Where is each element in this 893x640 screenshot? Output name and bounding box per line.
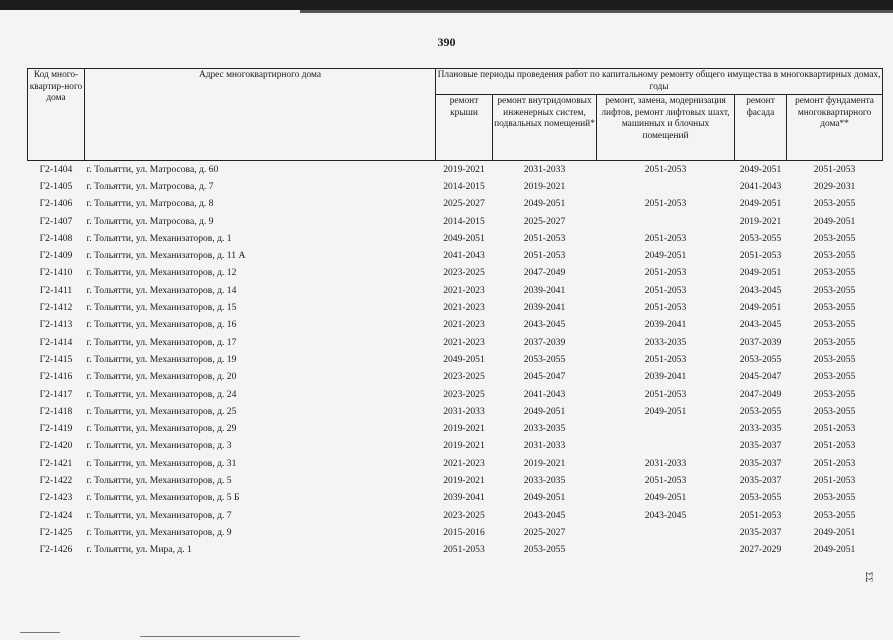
row-roof: 2014-2015 xyxy=(443,180,485,192)
row-roof: 2019-2021 xyxy=(443,163,485,175)
row-elevators: 2039-2041 xyxy=(644,319,687,331)
row-code: Г2-1423 xyxy=(39,492,73,504)
row-elevators: 2051-2053 xyxy=(644,474,687,486)
row-code: Г2-1412 xyxy=(39,302,73,314)
row-address: г. Тольятти, ул. Механизаторов, д. 16 xyxy=(86,319,237,331)
row-roof: 2019-2021 xyxy=(443,440,485,452)
row-facade: 2037-2039 xyxy=(739,336,782,348)
row-address: г. Тольятти, ул. Механизаторов, д. 14 xyxy=(86,284,237,296)
row-address: г. Тольятти, ул. Мира, д. 1 xyxy=(86,544,192,556)
row-facade: 2035-2037 xyxy=(739,474,782,486)
row-code: Г2-1416 xyxy=(39,371,73,383)
row-facade: 2049-2051 xyxy=(739,163,782,175)
row-foundation: 2053-2055 xyxy=(813,388,856,400)
table-row xyxy=(28,178,883,195)
table-row xyxy=(28,455,883,472)
table-row xyxy=(28,265,883,282)
table-row xyxy=(28,351,883,368)
row-address: г. Тольятти, ул. Матросова, д. 60 xyxy=(86,163,219,175)
row-utilities: 2025-2027 xyxy=(523,215,566,227)
row-foundation: 2029-2031 xyxy=(813,180,856,192)
row-foundation: 2053-2055 xyxy=(813,492,856,504)
row-utilities: 2049-2051 xyxy=(523,198,566,210)
row-utilities: 2033-2035 xyxy=(523,474,566,486)
row-roof: 2039-2041 xyxy=(443,492,485,504)
row-foundation: 2051-2053 xyxy=(813,163,856,175)
header-periods: Плановые периоды проведения работ по капитальному ремонту общего имущества в многоквартирных домах, годы xyxy=(436,69,883,95)
row-foundation: 2051-2053 xyxy=(813,440,856,452)
row-utilities: 2051-2053 xyxy=(523,232,566,244)
row-facade: 2049-2051 xyxy=(739,302,782,314)
row-utilities: 2053-2055 xyxy=(523,544,566,556)
row-elevators xyxy=(597,178,735,195)
row-address: г. Тольятти, ул. Механизаторов, д. 9 xyxy=(86,526,232,538)
row-address: г. Тольятти, ул. Механизаторов, д. 5 Б xyxy=(86,492,240,504)
row-address: г. Тольятти, ул. Механизаторов, д. 5 xyxy=(86,474,232,486)
row-foundation: 2051-2053 xyxy=(813,474,856,486)
footnote-rule xyxy=(140,636,300,637)
header-utilities: ремонт внутридомовых инженерных систем, подвальных помещений* xyxy=(493,95,597,161)
row-address: г. Тольятти, ул. Механизаторов, д. 24 xyxy=(86,388,237,400)
table-row xyxy=(28,247,883,264)
row-foundation: 2053-2055 xyxy=(813,267,856,279)
row-code: Г2-1425 xyxy=(39,526,73,538)
row-facade: 2043-2045 xyxy=(739,284,782,296)
row-roof: 2031-2033 xyxy=(443,405,485,417)
row-roof: 2049-2051 xyxy=(443,353,485,365)
table-row xyxy=(28,438,883,455)
footnote-rule-left xyxy=(20,632,60,633)
row-foundation: 2053-2055 xyxy=(813,371,856,383)
scan-top-border xyxy=(0,0,893,10)
row-facade: 2051-2053 xyxy=(739,509,782,521)
row-elevators: 2033-2035 xyxy=(644,336,687,348)
capital-repair-table xyxy=(27,68,883,559)
row-utilities: 2039-2041 xyxy=(523,284,566,296)
row-roof: 2023-2025 xyxy=(443,509,485,521)
row-utilities: 2053-2055 xyxy=(523,353,566,365)
row-utilities: 2039-2041 xyxy=(523,302,566,314)
row-code: Г2-1413 xyxy=(39,319,73,331)
row-foundation: 2053-2055 xyxy=(813,198,856,210)
row-facade: 2053-2055 xyxy=(739,405,782,417)
row-elevators: 2051-2053 xyxy=(644,302,687,314)
row-address: г. Тольятти, ул. Механизаторов, д. 25 xyxy=(86,405,237,417)
row-utilities: 2025-2027 xyxy=(523,526,566,538)
row-foundation: 2049-2051 xyxy=(813,544,856,556)
row-foundation: 2053-2055 xyxy=(813,284,856,296)
row-address: г. Тольятти, ул. Механизаторов, д. 7 xyxy=(86,509,232,521)
row-elevators xyxy=(597,420,735,437)
row-roof: 2023-2025 xyxy=(443,267,485,279)
row-elevators: 2051-2053 xyxy=(644,388,687,400)
table-row xyxy=(28,472,883,489)
row-utilities: 2037-2039 xyxy=(523,336,566,348)
row-facade: 2033-2035 xyxy=(739,423,782,435)
row-elevators: 2031-2033 xyxy=(644,457,687,469)
row-code: Г2-1407 xyxy=(39,215,73,227)
row-facade: 2041-2043 xyxy=(739,180,782,192)
row-code: Г2-1404 xyxy=(39,163,73,175)
row-foundation: 2053-2055 xyxy=(813,336,856,348)
row-address: г. Тольятти, ул. Механизаторов, д. 12 xyxy=(86,267,237,279)
row-facade: 2035-2037 xyxy=(739,440,782,452)
row-roof: 2021-2023 xyxy=(443,302,485,314)
table-row xyxy=(28,369,883,386)
table-row xyxy=(28,282,883,299)
row-code: Г2-1418 xyxy=(39,405,73,417)
table-body xyxy=(28,161,883,559)
row-facade: 2047-2049 xyxy=(739,388,782,400)
row-code: Г2-1415 xyxy=(39,353,73,365)
row-code: Г2-1406 xyxy=(39,198,73,210)
row-roof: 2021-2023 xyxy=(443,336,485,348)
row-facade: 2035-2037 xyxy=(739,457,782,469)
row-facade: 2049-2051 xyxy=(739,267,782,279)
row-foundation: 2053-2055 xyxy=(813,353,856,365)
row-code: Г2-1422 xyxy=(39,474,73,486)
row-address: г. Тольятти, ул. Матросова, д. 8 xyxy=(86,198,214,210)
row-facade: 2035-2037 xyxy=(739,526,782,538)
row-address: г. Тольятти, ул. Матросова, д. 9 xyxy=(86,215,214,227)
row-code: Г2-1410 xyxy=(39,267,73,279)
header-row-top xyxy=(28,69,883,95)
row-foundation: 2049-2051 xyxy=(813,215,856,227)
header-elevators: ремонт, замена, модернизация лифтов, ремонт лифтовых шахт, машинных и блочных помещений xyxy=(597,95,735,161)
row-code: Г2-1420 xyxy=(39,440,73,452)
row-foundation: 2051-2053 xyxy=(813,423,856,435)
row-elevators: 2049-2051 xyxy=(644,492,687,504)
row-facade: 2053-2055 xyxy=(739,232,782,244)
table-row xyxy=(28,420,883,437)
row-foundation: 2053-2055 xyxy=(813,509,856,521)
row-code: Г2-1417 xyxy=(39,388,73,400)
row-code: Г2-1424 xyxy=(39,509,73,521)
row-address: г. Тольятти, ул. Механизаторов, д. 3 xyxy=(86,440,232,452)
header-roof: ремонт крыши xyxy=(436,95,493,161)
row-facade: 2049-2051 xyxy=(739,198,782,210)
row-roof: 2021-2023 xyxy=(443,319,485,331)
row-foundation: 2049-2051 xyxy=(813,526,856,538)
table-row xyxy=(28,230,883,247)
row-foundation: 2053-2055 xyxy=(813,405,856,417)
row-roof: 2019-2021 xyxy=(443,423,485,435)
row-foundation: 2053-2055 xyxy=(813,232,856,244)
row-address: г. Тольятти, ул. Механизаторов, д. 11 А xyxy=(86,250,246,262)
row-foundation: 2053-2055 xyxy=(813,302,856,314)
row-utilities: 2041-2043 xyxy=(523,388,566,400)
row-utilities: 2031-2033 xyxy=(523,440,566,452)
table-row xyxy=(28,490,883,507)
row-facade: 2051-2053 xyxy=(739,250,782,262)
row-roof: 2049-2051 xyxy=(443,232,485,244)
row-utilities: 2049-2051 xyxy=(523,492,566,504)
row-elevators: 2051-2053 xyxy=(644,353,687,365)
row-address: г. Тольятти, ул. Механизаторов, д. 20 xyxy=(86,371,237,383)
row-roof: 2021-2023 xyxy=(443,284,485,296)
row-utilities: 2047-2049 xyxy=(523,267,566,279)
row-code: Г2-1408 xyxy=(39,232,73,244)
table-row xyxy=(28,334,883,351)
margin-mark: ΣΣ xyxy=(864,571,875,583)
page-number: 390 xyxy=(437,35,456,49)
table-row xyxy=(28,196,883,213)
table-row xyxy=(28,386,883,403)
row-elevators: 2051-2053 xyxy=(644,232,687,244)
row-foundation: 2051-2053 xyxy=(813,457,856,469)
row-utilities: 2043-2045 xyxy=(523,319,566,331)
row-utilities: 2031-2033 xyxy=(523,163,566,175)
row-utilities: 2043-2045 xyxy=(523,509,566,521)
row-elevators: 2051-2053 xyxy=(644,267,687,279)
table-row xyxy=(28,161,883,179)
row-elevators xyxy=(597,438,735,455)
row-facade: 2053-2055 xyxy=(739,353,782,365)
row-roof: 2023-2025 xyxy=(443,371,485,383)
row-elevators: 2049-2051 xyxy=(644,405,687,417)
row-roof: 2025-2027 xyxy=(443,198,485,210)
table-row xyxy=(28,299,883,316)
row-facade: 2019-2021 xyxy=(739,215,782,227)
row-code: Г2-1414 xyxy=(39,336,73,348)
row-facade: 2053-2055 xyxy=(739,492,782,504)
row-roof: 2021-2023 xyxy=(443,457,485,469)
row-address: г. Тольятти, ул. Матросова, д. 7 xyxy=(86,180,214,192)
table-row xyxy=(28,213,883,230)
table-row xyxy=(28,542,883,559)
row-elevators xyxy=(597,213,735,230)
row-roof: 2019-2021 xyxy=(443,474,485,486)
row-foundation: 2053-2055 xyxy=(813,319,856,331)
row-address: г. Тольятти, ул. Механизаторов, д. 17 xyxy=(86,336,237,348)
row-address: г. Тольятти, ул. Механизаторов, д. 1 xyxy=(86,232,232,244)
row-code: Г2-1421 xyxy=(39,457,73,469)
header-facade: ремонт фасада xyxy=(735,95,787,161)
row-foundation: 2053-2055 xyxy=(813,250,856,262)
row-elevators: 2039-2041 xyxy=(644,371,687,383)
row-code: Г2-1419 xyxy=(39,423,73,435)
row-roof: 2023-2025 xyxy=(443,388,485,400)
row-utilities: 2033-2035 xyxy=(523,423,566,435)
row-code: Г2-1409 xyxy=(39,250,73,262)
row-roof: 2041-2043 xyxy=(443,250,485,262)
table-row xyxy=(28,403,883,420)
row-utilities: 2045-2047 xyxy=(523,371,566,383)
header-code: Код много-квартир-ного дома xyxy=(28,69,85,161)
row-elevators: 2051-2053 xyxy=(644,163,687,175)
table-row xyxy=(28,524,883,541)
row-facade: 2045-2047 xyxy=(739,371,782,383)
row-code: Г2-1411 xyxy=(39,284,73,296)
row-elevators: 2051-2053 xyxy=(644,284,687,296)
header-address: Адрес многоквартирного дома xyxy=(85,69,436,161)
row-roof: 2015-2016 xyxy=(443,526,485,538)
row-roof: 2014-2015 xyxy=(443,215,485,227)
row-address: г. Тольятти, ул. Механизаторов, д. 29 xyxy=(86,423,237,435)
table-row xyxy=(28,317,883,334)
header-foundation: ремонт фундамента многоквартирного дома** xyxy=(787,95,883,161)
row-elevators: 2043-2045 xyxy=(644,509,687,521)
row-address: г. Тольятти, ул. Механизаторов, д. 19 xyxy=(86,353,237,365)
row-elevators: 2051-2053 xyxy=(644,198,687,210)
row-utilities: 2019-2021 xyxy=(523,457,566,469)
row-code: Г2-1405 xyxy=(39,180,73,192)
row-address: г. Тольятти, ул. Механизаторов, д. 15 xyxy=(86,302,237,314)
row-roof: 2051-2053 xyxy=(443,544,485,556)
row-elevators xyxy=(597,542,735,559)
row-facade: 2043-2045 xyxy=(739,319,782,331)
row-elevators: 2049-2051 xyxy=(644,250,687,262)
row-utilities: 2049-2051 xyxy=(523,405,566,417)
scan-top-shadow xyxy=(300,10,893,13)
row-elevators xyxy=(597,524,735,541)
row-facade: 2027-2029 xyxy=(739,544,782,556)
row-code: Г2-1426 xyxy=(39,544,73,556)
row-address: г. Тольятти, ул. Механизаторов, д. 31 xyxy=(86,457,237,469)
row-utilities: 2051-2053 xyxy=(523,250,566,262)
table-row xyxy=(28,507,883,524)
row-utilities: 2019-2021 xyxy=(523,180,566,192)
